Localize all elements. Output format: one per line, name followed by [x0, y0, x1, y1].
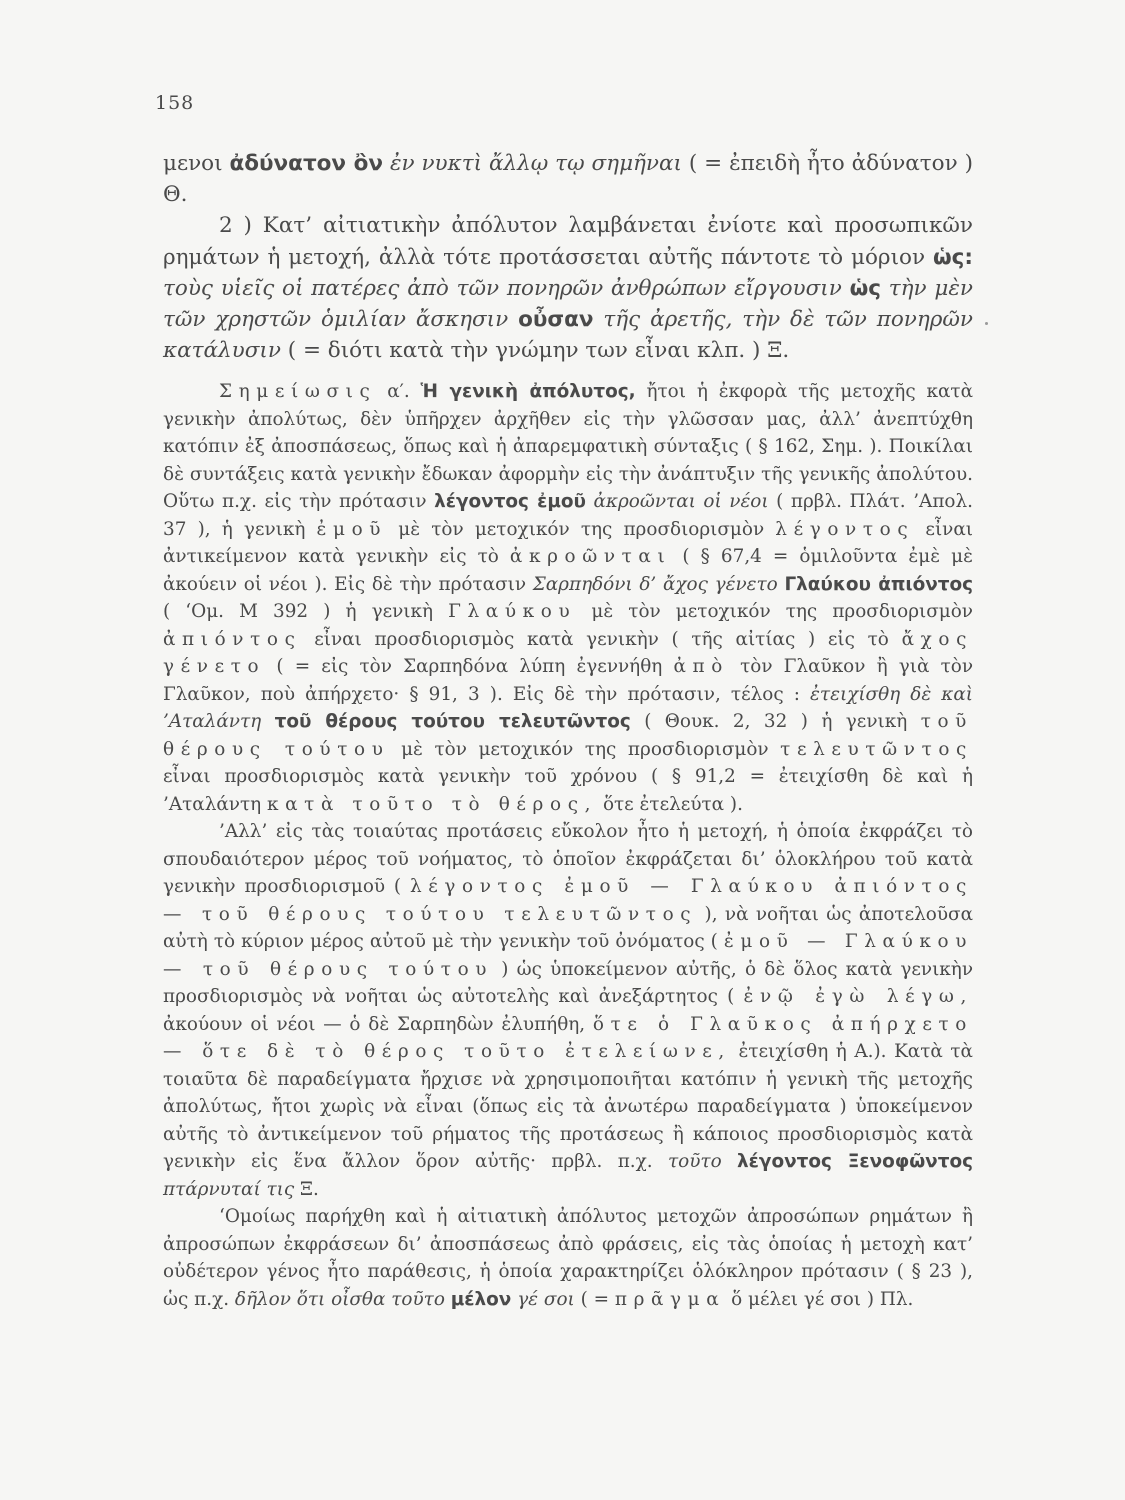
- spaced-term: ἐμοῦ: [316, 518, 388, 540]
- text-run: ὅ μέλει γέ σοι ) Πλ.: [725, 1288, 914, 1310]
- text-run: ὅτε ἐτελεύτα ).: [597, 793, 743, 815]
- spaced-term: λέγοντος: [775, 518, 915, 540]
- text-run: ( § 67,4 = ὁμιλοῦντα ἐμὲ μὲ ἀκούειν οἱ νέοι ). Εἰς δὲ τὴν πρότασιν: [163, 546, 974, 595]
- italic-example: ἐτειχίσθη δὲ καὶ ’Αταλάντη: [163, 683, 973, 733]
- italic-example: τοὺς υἱεῖς οἱ πατέρες ἀπὸ τῶν πονηρῶν ἀνθρώπων εἴργουσιν: [163, 275, 850, 301]
- spaced-term: λέγοντος ἐμοῦ — Γλαύκου ἀπιόντος — τοῦ θέρους τούτου τελευτῶντος: [163, 876, 973, 925]
- text-run: 2 ) Κατ’ αἰτιατικὴν ἀπόλυτον λαμβάνεται ἐνίοτε καὶ προσωπικῶν ρημάτων ἡ μετοχή, ἀλλὰ τότε προτάσσεται αὐτῆς πάντοτε τὸ μόριον: [163, 213, 973, 270]
- spaced-term: τοῦ θέρους τούτου: [163, 711, 973, 760]
- text-run: ἐτειχίσθη ἡ Α.). Κατὰ τὰ τοιαῦτα δὲ παραδείγματα ἤρχισε νὰ χρησιμοποιῆται κατόπιν ἡ γενικὴ τῆς μετοχῆς ἀπολύτως, ἤτοι χωρὶς νὰ εἶναι (ὅπως εἰς τὰ ἀνωτέρω παραδείγματα ) ὑποκείμενον αὐτῆς τὸ ἀντικείμενον τοῦ ρήματος τῆς προτάσεως ἢ κάποιος προσδιορισμὸς κατὰ γενικὴν εἰς ἕνα ἄλλον ὅρον αὐτῆς· πρβλ. π.χ.: [163, 1041, 973, 1173]
- text-run: ( = διότι κατὰ τὴν γνώμην των εἶναι κλπ. ) Ξ.: [280, 338, 790, 364]
- main-text-section: [163, 148, 973, 366]
- page-number: 158: [155, 92, 195, 114]
- page-body: [163, 148, 973, 1313]
- text-run: Ξ.: [294, 1178, 319, 1200]
- paper-speck: [985, 322, 988, 325]
- note-paragraph-genitive-absolute: [163, 378, 973, 818]
- text-run: ( = ἐπειδὴ ἦτο ἀδύνατον ) Θ.: [163, 151, 973, 208]
- bold-term: ὡς: [849, 275, 881, 301]
- italic-example: δῆλον ὅτι οἶσθα τοῦτο: [234, 1288, 451, 1310]
- bold-term: μέλον: [450, 1288, 512, 1310]
- italic-example: Σαρπηδόνι δ’ ἄχος γένετο: [532, 573, 785, 595]
- note-paragraph-accusative: [163, 1203, 973, 1313]
- spaced-term: ἄχος γένετο: [163, 628, 973, 678]
- text-run: ( = εἰς τὸν Σαρπηδόνα λύπη ἐγεννήθη: [265, 656, 674, 678]
- bold-term: Ἡ γενικὴ ἀπόλυτος,: [420, 381, 636, 403]
- bold-term: λέγοντος ἐμοῦ: [434, 491, 586, 513]
- text-run: μὲ τὸν μετοχικόν της προσδιορισμὸν: [576, 601, 973, 623]
- text-run: ’Αλλ’ εἰς τὰς τοιαύτας προτάσεις εὔκολον ἦτο ἡ μετοχή, ἡ ὁποία ἐκφράζει τὸ σπουδαιότερον μέρος τοῦ νοήματος, τὸ ὁποῖον ἐκφράζεται δι’ ὁλοκλήρου τοῦ κατὰ γενικὴν προσδιορισμοῦ (: [163, 821, 973, 898]
- bold-term: λέγοντος Ξενοφῶντος: [737, 1151, 973, 1173]
- text-run: μενοι: [163, 151, 230, 176]
- bold-term: ὡς:: [932, 244, 973, 270]
- italic-example: τῆς ἀρετῆς, τὴν δὲ τῶν πονηρῶν κατάλυσιν: [163, 307, 973, 364]
- text-run: ‘Ομοίως παρήχθη καὶ ἡ αἰτιατικὴ ἀπόλυτος μετοχῶν ἀπροσώπων ρημάτων ἢ ἀπροσώπων ἐκφράσεων δι’ ἀποσπάσεως ἀπὸ φράσεις, εἰς τὰς ὁποίας ἡ μετοχὴ κατ’ οὐδέτερον γένος ἦτο παράθεσις, ἡ ὁποία χαρακτηρίζει ὁλόκληρον πρότασιν ( § 23 ), ὡς π.χ.: [163, 1206, 973, 1310]
- text-run: ( πρβλ. Πλάτ. ’Απολ. 37 ), ἡ γενικὴ: [163, 491, 974, 540]
- note-section: [163, 378, 973, 1313]
- italic-example: ἐν νυκτὶ ἄλλῳ τῳ σημῆναι: [383, 151, 682, 176]
- text-run: ἤτοι ἡ ἐκφορὰ τῆς μετοχῆς κατὰ γενικὴν ἀπολύτως, δὲν ὑπῆρχεν ἀρχῆθεν εἰς τὴν γλῶσσαν μας, ἀλλ’ ἀνεπτύχθη κατόπιν ἐξ ἀποσπάσεως, ὅπως καὶ ἡ ἀπαρεμφατικὴ σύνταξις ( § 162, Σημ. ). Ποικίλαι δὲ συντάξεις κατὰ γενικὴν ἔδωκαν ἀφορμὴν εἰς τὴν ἀνάπτυξιν τῆς γενικῆς ἀπολύτου. Οὕτω π.χ. εἰς τὴν πρότασιν: [163, 381, 973, 513]
- spaced-term: Γλαύκου: [448, 601, 577, 623]
- text-run: ( =: [574, 1288, 615, 1310]
- text-run: εἶναι προσδιορισμὸς κατὰ γενικὴν τοῦ χρόνου ( § 91,2 = ἐτειχίσθη δὲ καὶ ἡ ’Αταλάντη: [163, 766, 973, 815]
- bold-term: τοῦ θέρους τούτου τελευτῶντος: [274, 711, 631, 733]
- spaced-term: ἀπὸ: [673, 656, 729, 678]
- text-run: μὲ τὸν μετοχικόν της προσδιορισμὸν: [389, 738, 781, 760]
- bold-term: ἀδύνατον ὂν: [229, 151, 384, 176]
- text-run: εἶναι ἀντικείμενον κατὰ γενικὴν εἰς τὸ: [163, 518, 973, 568]
- text-run: τὸν Γλαῦκον ἢ γιὰ τὸν Γλαῦκον, ποὺ ἀπήρχετο· § 91, 3 ). Εἰς δὲ τὴν πρότασιν, τέλος :: [163, 656, 973, 705]
- italic-example: ἀκροῶνται οἱ νέοι: [585, 491, 769, 513]
- text-run: α′.: [376, 381, 421, 403]
- note-paragraph-participle: [163, 818, 973, 1203]
- text-run: εἶναι προσδιορισμὸς κατὰ γενικὴν ( τῆς αἰτίας ) εἰς τὸ: [301, 628, 902, 650]
- spaced-term: πρᾶγμα: [614, 1288, 726, 1310]
- italic-example: πτάρνυταί τις: [163, 1178, 295, 1200]
- spaced-term: ἀκροῶνται: [509, 546, 672, 568]
- paragraph-accusative-absolute: [163, 210, 973, 366]
- bold-term: οὖσαν: [518, 307, 594, 333]
- spaced-term: ὅτε ὁ Γλαῦκος ἀπήρχετο — ὅτε δὲ τὸ θέρος τοῦτο ἐτελείωνε,: [163, 1013, 973, 1063]
- spaced-term: ἐμοῦ — Γλαύκου — τοῦ θέρους τούτου: [163, 931, 973, 980]
- italic-example: τοῦτο: [668, 1151, 738, 1173]
- text-run: ) ὡς ὑποκείμενον αὐτῆς, ὁ δὲ ὅλος κατὰ γενικὴν προσδιορισμὸς νὰ νοῆται ὡς αὐτοτελὴς καὶ ἀνεξάρτητος (: [163, 958, 973, 1008]
- text-run: μὲ τὸν μετοχικόν της προσδιορισμὸν: [387, 518, 776, 540]
- text-run: ), νὰ νοῆται ὡς ἀποτελοῦσα αὐτὴ τὸ κύριον μέρος αὐτοῦ μὲ τὴν γενικὴν τοῦ ὀνόματος (: [163, 903, 973, 953]
- spaced-term: ἐνῷ ἐγὼ λέγω,: [743, 986, 973, 1008]
- text-run: ἀκούουν οἱ νέοι — ὁ δὲ Σαρπηδὼν ἐλυπήθη,: [163, 1013, 593, 1035]
- bold-term: Γλαύκου ἀπιόντος: [784, 573, 974, 595]
- spaced-term: τελευτῶντος: [780, 738, 973, 760]
- italic-example: γέ σοι: [511, 1288, 575, 1310]
- spaced-term: ἀπιόντος: [163, 628, 302, 650]
- paragraph-continuation: [163, 148, 973, 210]
- italic-example: τὴν μὲν τῶν χρηστῶν ὁμιλίαν ἄσκησιν: [163, 275, 973, 333]
- text-run: ( ‘Ομ. Μ 392 ) ἡ γενικὴ: [163, 601, 449, 623]
- text-run: ( Θουκ. 2, 32 ) ἡ γενικὴ: [630, 711, 921, 733]
- spaced-term: Σημείωσις: [219, 381, 377, 403]
- spaced-term: κατὰ τοῦτο τὸ θέρος,: [267, 793, 598, 815]
